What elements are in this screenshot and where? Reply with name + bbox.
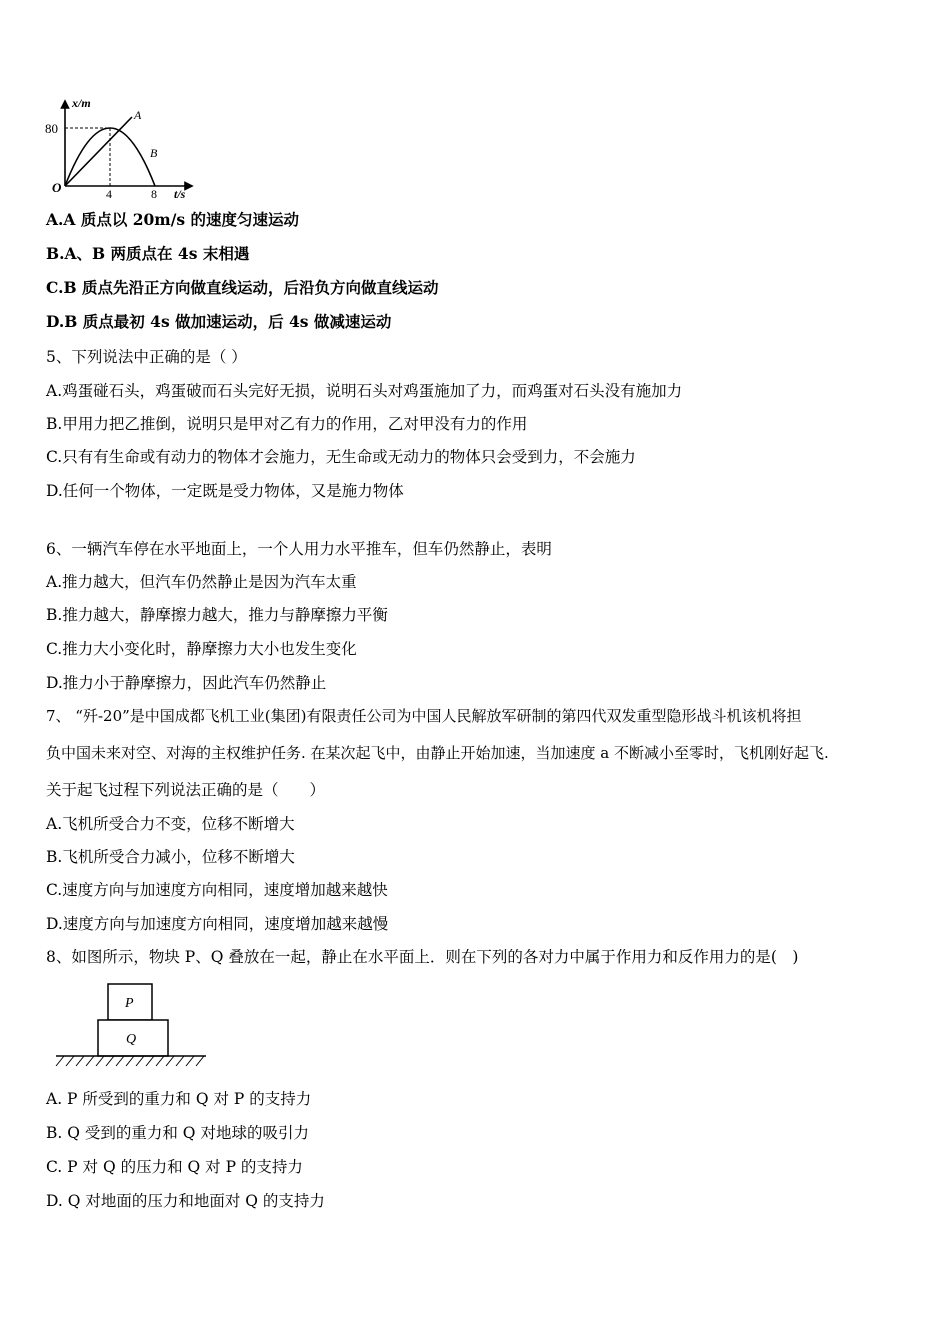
- q7-stem-line-2: 负中国未来对空、对海的主权维护任务. 在某次起飞中，由静止开始加速，当加速度 a 不断减小至零时，飞机刚好起飞.: [46, 744, 829, 762]
- y-axis-arrow: [62, 101, 69, 108]
- q7-option-d: D.速度方向与加速度方向相同，速度增加越来越慢: [46, 915, 389, 933]
- x-axis-label: t/s: [174, 187, 186, 201]
- q4-option-c: C.B 质点先沿正方向做直线运动，后沿负方向做直线运动: [46, 278, 439, 297]
- y-tick-80: 80: [45, 121, 58, 136]
- q5-option-b: B.甲用力把乙推倒，说明只是甲对乙有力的作用，乙对甲没有力的作用: [46, 415, 528, 433]
- q7-stem-line-3: 关于起飞过程下列说法正确的是（ ）: [46, 781, 326, 799]
- q6-option-c: C.推力大小变化时，静摩擦力大小也发生变化: [46, 640, 357, 658]
- q6-stem: 6、一辆汽车停在水平地面上，一个人用力水平推车，但车仍然静止，表明: [46, 540, 552, 558]
- q6-option-d: D.推力小于静摩擦力，因此汽车仍然静止: [46, 674, 327, 692]
- q4-option-a: A.A 质点以 20m/s 的速度匀速运动: [46, 210, 299, 229]
- q6-option-b: B.推力越大，静摩擦力越大，推力与静摩擦力平衡: [46, 606, 388, 624]
- q7-option-c: C.速度方向与加速度方向相同，速度增加越来越快: [46, 881, 388, 899]
- q6-option-a: A.推力越大，但汽车仍然静止是因为汽车太重: [46, 573, 357, 591]
- q4-option-b: B.A、B 两质点在 4s 末相遇: [46, 244, 250, 263]
- y-axis-label: x/m: [72, 96, 91, 110]
- pq-blocks-figure: [50, 978, 210, 1073]
- q8-option-d: D. Q 对地面的压力和地面对 Q 的支持力: [46, 1192, 325, 1210]
- block-q-label: Q: [126, 1032, 137, 1047]
- ground-hatching: [56, 1056, 204, 1066]
- q7-option-b: B.飞机所受合力减小，位移不断增大: [46, 848, 295, 866]
- curve-b: [65, 128, 155, 186]
- x-axis-arrow: [185, 183, 192, 190]
- origin-label: O: [52, 180, 62, 195]
- q7-stem-line-1: 7、 “歼-20”是中国成都飞机工业(集团)有限责任公司为中国人民解放军研制的第四代双发重型隐形战斗机该机将担: [46, 707, 802, 725]
- q8-option-b: B. Q 受到的重力和 Q 对地球的吸引力: [46, 1124, 309, 1142]
- x-tick-4: 4: [106, 187, 112, 201]
- block-p-label: P: [125, 996, 134, 1011]
- q4-option-d: D.B 质点最初 4s 做加速运动，后 4s 做减速运动: [46, 312, 392, 331]
- q8-option-a: A. P 所受到的重力和 Q 对 P 的支持力: [46, 1090, 312, 1108]
- q5-option-c: C.只有有生命或有动力的物体才会施力，无生命或无动力的物体只会受到力，不会施力: [46, 448, 636, 466]
- q8-stem: 8、如图所示，物块 P、Q 叠放在一起，静止在水平面上．则在下列的各对力中属于作用力和反作用力的是( ): [46, 948, 799, 966]
- curve-a-label: A: [134, 108, 142, 122]
- q8-option-c: C. P 对 Q 的压力和 Q 对 P 的支持力: [46, 1158, 303, 1176]
- q5-option-d: D.任何一个物体，一定既是受力物体，又是施力物体: [46, 482, 404, 500]
- line-a: [65, 117, 132, 186]
- q5-stem: 5、下列说法中正确的是（ ）: [46, 348, 247, 366]
- q5-option-a: A.鸡蛋碰石头，鸡蛋破而石头完好无损，说明石头对鸡蛋施加了力，而鸡蛋对石头没有施加力: [46, 382, 683, 400]
- curve-b-label: B: [150, 146, 158, 160]
- x-tick-8: 8: [151, 187, 157, 201]
- q7-option-a: A.飞机所受合力不变，位移不断增大: [46, 815, 295, 833]
- xt-graph: [40, 95, 200, 205]
